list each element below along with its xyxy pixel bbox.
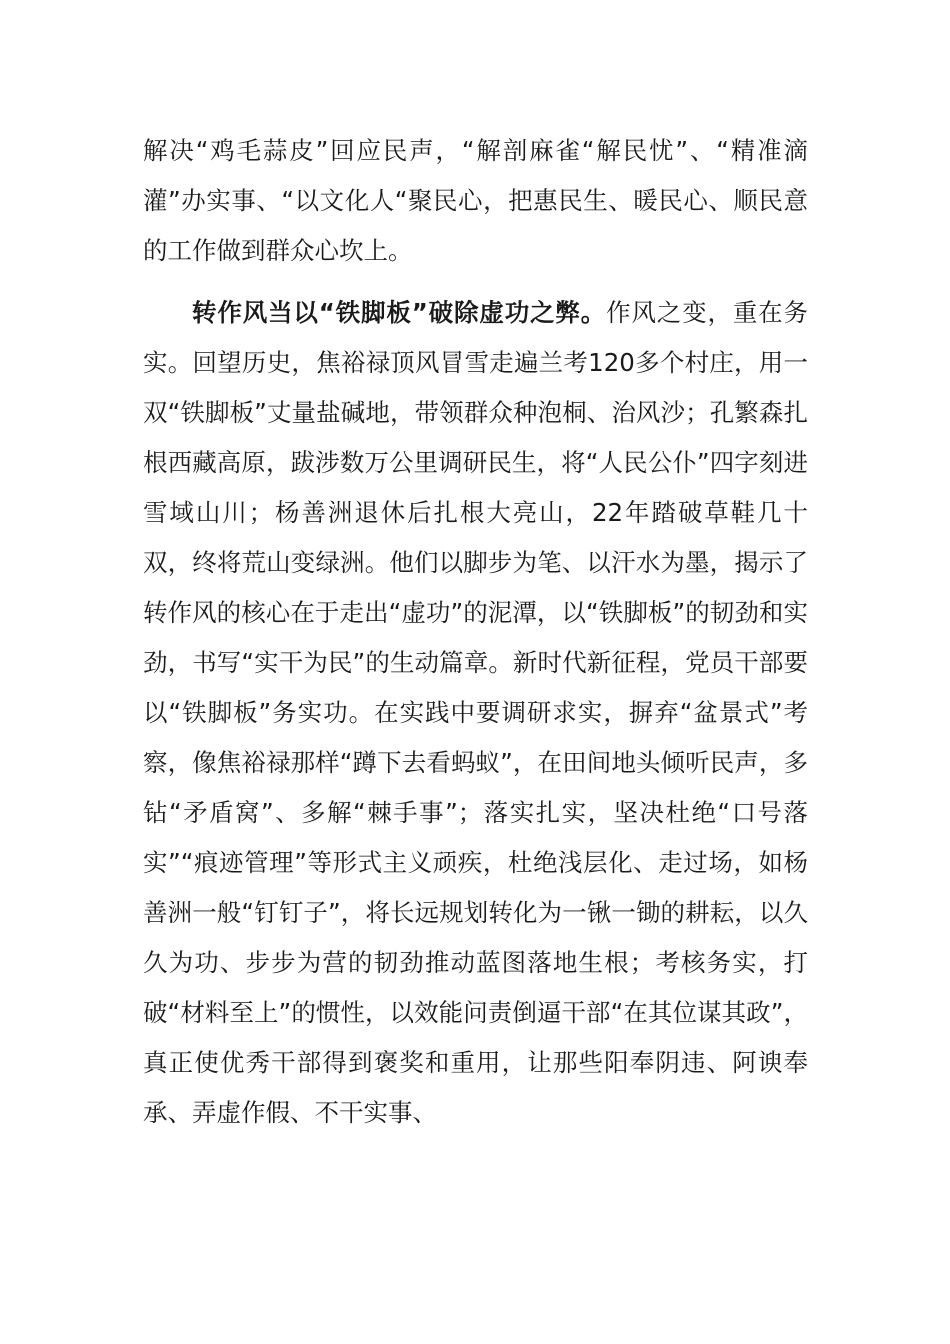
document-body bbox=[143, 126, 808, 1138]
paragraph-continuation: 解决“鸡毛蒜皮”回应民声，“解剖麻雀“解民忧”、“精准滴灌”办实事、“以文化人“聚民心，把惠民生、暖民心、顺民意的工作做到群众心坎上。 bbox=[143, 136, 808, 265]
paragraph-body-text: 作风之变，重在务实。回望历史，焦裕禄顶风冒雪走遍兰考120多个村庄，用一双“铁脚板”丈量盐碱地，带领群众种泡桐、治风沙；孔繁森扎根西藏高原，跋涉数万公里调研民生，将“人民公仆”四字刻进雪域山川；杨善洲退休后扎根大亮山，22年踏破草鞋几十双，终将荒山变绿洲。他们以脚步为笔、以汗水为墨，揭示了转作风的核心在于走出“虚功”的泥潭，以“铁脚板”的韧劲和实劲，书写“实干为民”的生动篇章。新时代新征程，党员干部要以“铁脚板”务实功。在实践中要调研求实，摒弃“盆景式”考察，像焦裕禄那样“蹲下去看蚂蚁”，在田间地头倾听民声，多钻“矛盾窝”、多解“棘手事”；落实扎实，坚决杜绝“口号落实”“痕迹管理”等形式主义顽疾，杜绝浅层化、走过场，如杨善洲一般“钉钉子”，将长远规划转化为一锹一锄的耕耘，以久久为功、步步为营的韧劲推动蓝图落地生根；考核务实，打破“材料至上”的惯性，以效能问责倒逼干部“在其位谋其政”，真正使优秀干部得到褒奖和重用，让那些阳奉阴违、阿谀奉承、弄虚作假、不干实事、 bbox=[143, 298, 809, 1127]
paragraph-iron-feet bbox=[143, 288, 808, 1138]
paragraph-lead-sentence: 转作风当以“铁脚板”破除虚功之弊。 bbox=[192, 298, 607, 327]
